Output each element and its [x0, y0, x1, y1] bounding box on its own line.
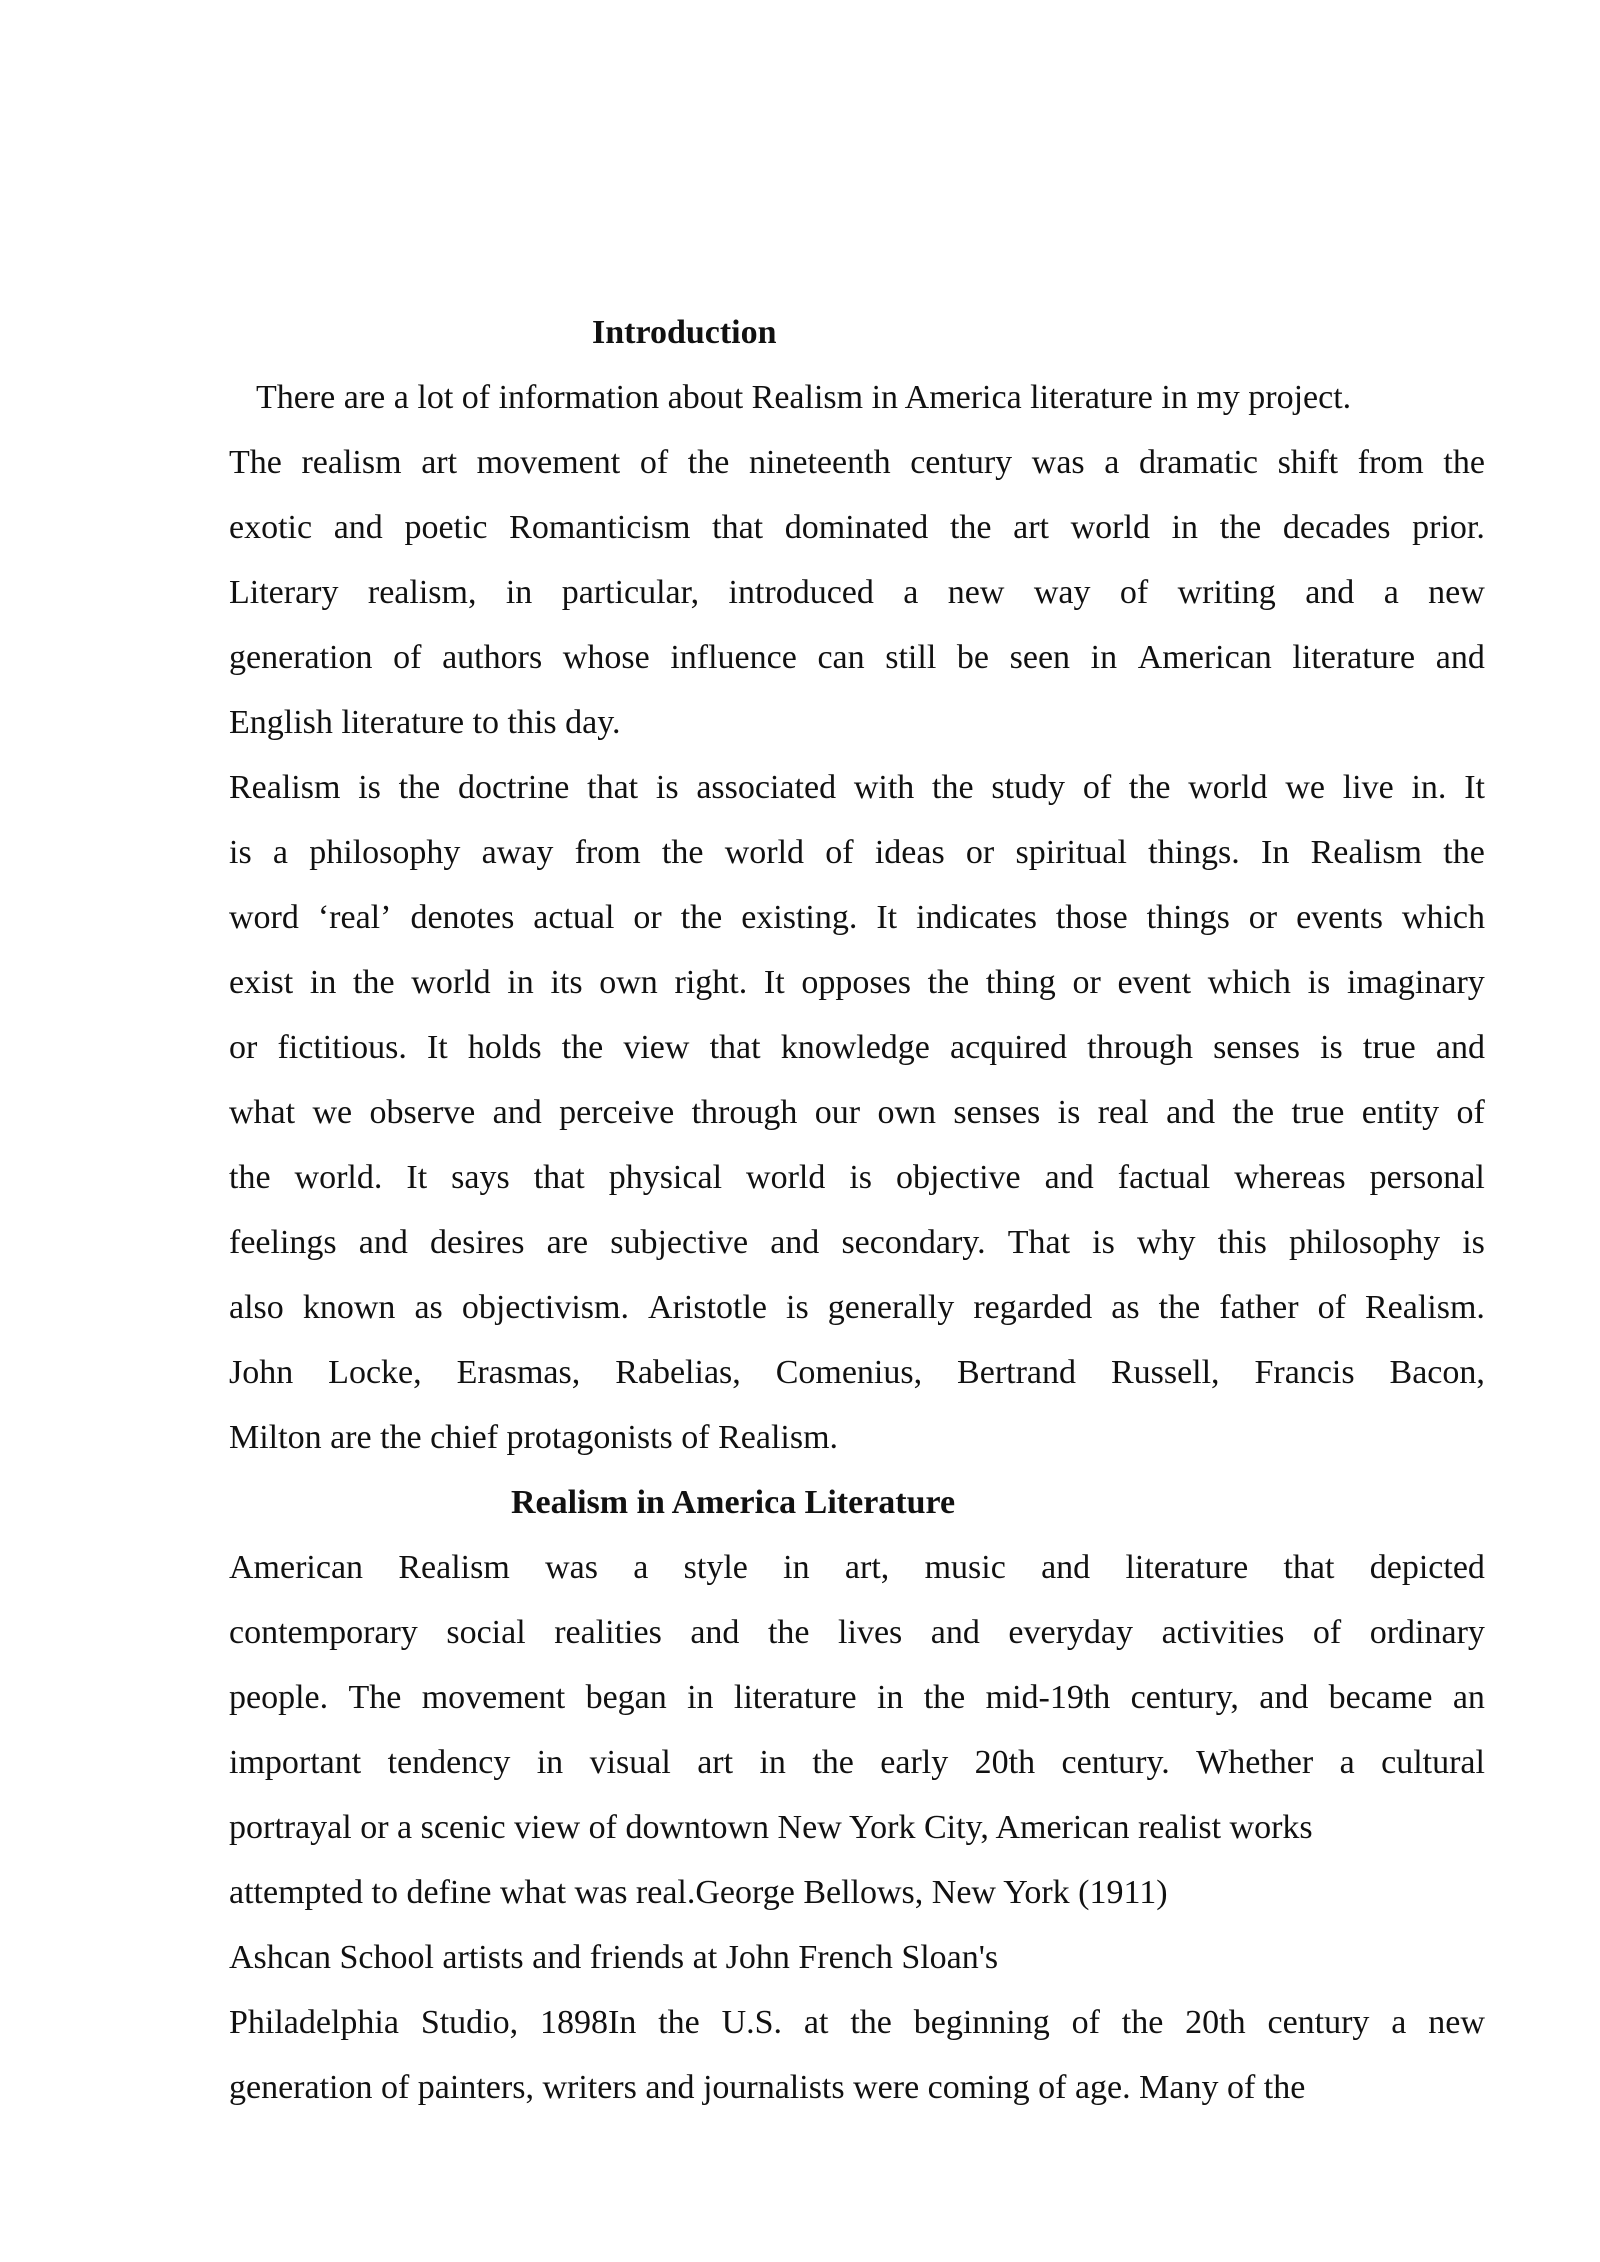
- word: the: [353, 964, 395, 1001]
- word: denotes: [410, 899, 515, 936]
- word: is: [1462, 1224, 1485, 1261]
- word: Bertrand: [957, 1354, 1076, 1391]
- word: and: [1435, 1029, 1485, 1066]
- word: or: [965, 834, 995, 871]
- text-line: [229, 430, 1485, 495]
- word: the: [1158, 1289, 1201, 1326]
- word: the: [661, 834, 704, 871]
- word: why: [1137, 1224, 1196, 1261]
- word: a: [1104, 444, 1120, 481]
- word: movement: [421, 1679, 566, 1716]
- text-line: [229, 1275, 1485, 1340]
- word: known: [302, 1289, 396, 1326]
- word: that: [1283, 1549, 1335, 1586]
- word: right.: [674, 964, 748, 1001]
- word: dramatic: [1139, 444, 1258, 481]
- word: existing.: [741, 899, 858, 936]
- word: away: [481, 834, 554, 871]
- text-line: Milton are the chief protagonists of Realism.: [229, 1419, 839, 1456]
- word: in: [505, 574, 533, 611]
- word: in: [1090, 639, 1118, 676]
- word: the: [923, 1679, 966, 1716]
- word: subjective: [610, 1224, 749, 1261]
- word: It: [426, 1029, 448, 1066]
- word: or: [1248, 899, 1278, 936]
- word: thing: [985, 964, 1056, 1001]
- word: real: [1097, 1094, 1149, 1131]
- text-line: [229, 1340, 1485, 1405]
- word: that: [533, 1159, 585, 1196]
- text-line: generation of painters, writers and journalists were coming of age. Many of the: [229, 2069, 1306, 2106]
- word: that: [587, 769, 639, 806]
- word: in: [309, 964, 337, 1001]
- word: That: [1007, 1224, 1071, 1261]
- word: can: [817, 639, 865, 676]
- word: is: [1307, 964, 1331, 1001]
- word: says: [451, 1159, 510, 1196]
- word: also: [229, 1289, 284, 1326]
- word: a: [1383, 574, 1399, 611]
- word: as: [1111, 1289, 1140, 1326]
- word: its: [550, 964, 583, 1001]
- word: and: [770, 1224, 820, 1261]
- word: and: [1041, 1549, 1091, 1586]
- word: influence: [670, 639, 797, 676]
- word: new: [947, 574, 1005, 611]
- word: doctrine: [457, 769, 570, 806]
- word: cultural: [1381, 1744, 1485, 1781]
- word: movement: [476, 444, 621, 481]
- text-line: [229, 1600, 1485, 1665]
- word: holds: [467, 1029, 542, 1066]
- word: ordinary: [1369, 1614, 1485, 1651]
- word: is: [358, 769, 381, 806]
- word: introduced: [728, 574, 874, 611]
- paragraph: [229, 365, 1485, 755]
- word: still: [885, 639, 937, 676]
- word: beginning: [913, 2004, 1050, 2041]
- word: particular,: [561, 574, 700, 611]
- text-line: [229, 820, 1485, 885]
- word: and: [492, 1094, 542, 1131]
- word: is: [655, 769, 679, 806]
- word: art,: [844, 1549, 890, 1586]
- word: the: [687, 444, 730, 481]
- word: Realism: [229, 769, 341, 806]
- word: the: [1443, 444, 1485, 481]
- word: world: [724, 834, 805, 871]
- word: perceive: [559, 1094, 675, 1131]
- word: realism,: [367, 574, 477, 611]
- word: of: [1119, 574, 1149, 611]
- word: acquired: [950, 1029, 1068, 1066]
- word: with: [853, 769, 915, 806]
- word: the: [561, 1029, 604, 1066]
- word: depicted: [1369, 1549, 1485, 1586]
- word: century,: [1130, 1679, 1239, 1716]
- word: U.S.: [721, 2004, 783, 2041]
- word: American: [229, 1549, 364, 1586]
- word: realities: [554, 1614, 662, 1651]
- word: world.: [294, 1159, 383, 1196]
- word: senses: [953, 1094, 1041, 1131]
- word: social: [446, 1614, 526, 1651]
- word: in: [759, 1744, 786, 1781]
- word: early: [880, 1744, 949, 1781]
- word: everyday: [1008, 1614, 1134, 1651]
- word: world: [1070, 509, 1150, 546]
- word: Realism.: [1364, 1289, 1485, 1326]
- word: the: [767, 1614, 810, 1651]
- text-line: portrayal or a scenic view of downtown New York City, American realist works: [229, 1809, 1313, 1846]
- word: began: [585, 1679, 667, 1716]
- word: spiritual: [1015, 834, 1127, 871]
- word: art: [697, 1744, 734, 1781]
- word: Realism: [398, 1549, 510, 1586]
- text-line: [229, 885, 1485, 950]
- word: way: [1033, 574, 1091, 611]
- word: is: [1320, 1029, 1343, 1066]
- text-line: There are a lot of information about Realism in America literature in my project.: [256, 379, 1352, 416]
- word: a: [633, 1549, 649, 1586]
- word: and: [690, 1614, 740, 1651]
- word: the: [932, 769, 974, 806]
- word: entity: [1361, 1094, 1440, 1131]
- word: objective: [896, 1159, 1021, 1196]
- word: study: [991, 769, 1066, 806]
- paragraph: [229, 1535, 1485, 2120]
- word: American: [1137, 639, 1272, 676]
- word: Aristotle: [648, 1289, 767, 1326]
- word: the: [229, 1159, 271, 1196]
- word: shift: [1277, 444, 1339, 481]
- word: was: [1031, 444, 1085, 481]
- text-line: [229, 1665, 1485, 1730]
- word: of: [1082, 769, 1112, 806]
- word: literature: [1125, 1549, 1249, 1586]
- word: the: [1219, 509, 1262, 546]
- word: that: [709, 1029, 761, 1066]
- word: be: [956, 639, 989, 676]
- word: Whether: [1196, 1744, 1314, 1781]
- word: exotic: [229, 509, 313, 546]
- word: opposes: [801, 964, 911, 1001]
- word: physical: [608, 1159, 723, 1196]
- section-heading-realism-in-america-literature: Realism in America Literature: [511, 1484, 956, 1521]
- word: nineteenth: [748, 444, 891, 481]
- word: became: [1328, 1679, 1433, 1716]
- word: knowledge: [780, 1029, 930, 1066]
- word: desires: [430, 1224, 525, 1261]
- word: art: [1013, 509, 1049, 546]
- word: things: [1146, 899, 1230, 936]
- word: authors: [442, 639, 543, 676]
- word: the: [398, 769, 441, 806]
- word: literature: [733, 1679, 857, 1716]
- word: through: [691, 1094, 798, 1131]
- word: world: [411, 964, 491, 1001]
- word: visual: [589, 1744, 671, 1781]
- word: and: [1166, 1094, 1216, 1131]
- word: ideas: [874, 834, 945, 871]
- word: fictitious.: [277, 1029, 407, 1066]
- word: poetic: [404, 509, 488, 546]
- word: generation: [229, 639, 373, 676]
- text-line: Ashcan School artists and friends at John French Sloan's: [229, 1939, 999, 1976]
- word: objectivism.: [461, 1289, 629, 1326]
- word: observe: [369, 1094, 476, 1131]
- word: world: [746, 1159, 826, 1196]
- word: a: [1339, 1744, 1355, 1781]
- word: of: [1312, 1614, 1342, 1651]
- word: literature: [1292, 639, 1416, 676]
- word: Russell,: [1110, 1354, 1220, 1391]
- word: whose: [562, 639, 650, 676]
- text-line: [229, 755, 1485, 820]
- word: in: [783, 1549, 810, 1586]
- word: prior.: [1412, 509, 1485, 546]
- word: In: [1261, 834, 1290, 871]
- word: which: [1401, 899, 1485, 936]
- word: of: [1317, 1289, 1346, 1326]
- word: dominated: [784, 509, 929, 546]
- word: and: [333, 509, 383, 546]
- text-line: [229, 1535, 1485, 1600]
- word: things.: [1148, 834, 1240, 871]
- text-line: [229, 495, 1485, 560]
- word: is: [1092, 1224, 1115, 1261]
- word: our: [814, 1094, 861, 1131]
- word: Studio,: [420, 2004, 519, 2041]
- word: what: [229, 1094, 296, 1131]
- word: of: [1071, 2004, 1100, 2041]
- word: generally: [827, 1289, 955, 1326]
- word: word: [229, 899, 299, 936]
- word: century.: [1061, 1744, 1170, 1781]
- paragraph: [229, 755, 1485, 1470]
- word: Literary: [229, 574, 339, 611]
- word: and: [930, 1614, 980, 1651]
- word: a: [903, 574, 919, 611]
- word: feelings: [229, 1224, 337, 1261]
- section-heading-introduction: Introduction: [592, 314, 777, 351]
- word: and: [1259, 1679, 1309, 1716]
- word: in.: [1411, 769, 1447, 806]
- word: in: [687, 1679, 714, 1716]
- word: 20th: [1185, 2004, 1246, 2041]
- text-line: [229, 560, 1485, 625]
- word: seen: [1009, 639, 1071, 676]
- word: secondary.: [841, 1224, 986, 1261]
- word: from: [1357, 444, 1424, 481]
- word: the: [658, 2004, 700, 2041]
- word: exist: [229, 964, 294, 1001]
- word: music: [924, 1549, 1006, 1586]
- word: Erasmas,: [456, 1354, 581, 1391]
- word: of: [639, 444, 669, 481]
- word: the: [850, 2004, 892, 2041]
- word: century: [910, 444, 1013, 481]
- word: the: [1128, 769, 1171, 806]
- word: the: [812, 1744, 854, 1781]
- word: writing: [1177, 574, 1276, 611]
- word: the: [680, 899, 723, 936]
- word: and: [358, 1224, 408, 1261]
- word: art: [421, 444, 458, 481]
- text-line: [229, 1990, 1485, 2055]
- word: that: [712, 509, 764, 546]
- word: It: [763, 964, 785, 1001]
- word: we: [1285, 769, 1325, 806]
- word: which: [1207, 964, 1291, 1001]
- word: of: [1456, 1094, 1485, 1131]
- word: decades: [1282, 509, 1391, 546]
- word: mid-19th: [985, 1679, 1111, 1716]
- word: philosophy: [309, 834, 461, 871]
- word: the: [949, 509, 992, 546]
- word: Bacon,: [1389, 1354, 1485, 1391]
- word: indicates: [916, 899, 1037, 936]
- text-line: [229, 1145, 1485, 1210]
- word: own: [877, 1094, 937, 1131]
- word: from: [574, 834, 641, 871]
- word: we: [312, 1094, 353, 1131]
- word: or: [1072, 964, 1101, 1001]
- word: a: [1391, 2004, 1407, 2041]
- word: is: [229, 834, 252, 871]
- word: or: [229, 1029, 258, 1066]
- word: It: [876, 899, 898, 936]
- word: world: [1188, 769, 1268, 806]
- word: true: [1362, 1029, 1416, 1066]
- word: realism: [301, 444, 402, 481]
- word: activities: [1161, 1614, 1285, 1651]
- word: 20th: [974, 1744, 1036, 1781]
- word: an: [1452, 1679, 1485, 1716]
- text-line: attempted to define what was real.George Bellows, New York (1911): [229, 1874, 1168, 1911]
- word: in: [507, 964, 534, 1001]
- word: and: [1044, 1159, 1094, 1196]
- word: events: [1296, 899, 1383, 936]
- word: and: [1435, 639, 1485, 676]
- word: own: [599, 964, 658, 1001]
- word: style: [683, 1549, 748, 1586]
- word: the: [1443, 834, 1485, 871]
- word: Realism: [1310, 834, 1423, 871]
- word: in: [876, 1679, 904, 1716]
- word: 1898In: [540, 2004, 637, 2041]
- text-line: [229, 950, 1485, 1015]
- word: as: [414, 1289, 443, 1326]
- word: is: [849, 1159, 873, 1196]
- word: associated: [696, 769, 837, 806]
- word: are: [546, 1224, 589, 1261]
- word: Francis: [1254, 1354, 1355, 1391]
- word: in: [536, 1744, 564, 1781]
- word: factual: [1117, 1159, 1211, 1196]
- text-line: English literature to this day.: [229, 704, 621, 741]
- word: John: [229, 1354, 294, 1391]
- text-line: [229, 1015, 1485, 1080]
- text-line: [229, 1210, 1485, 1275]
- word: at: [803, 2004, 829, 2041]
- word: century: [1267, 2004, 1370, 2041]
- text-line: [229, 625, 1485, 690]
- word: new: [1428, 574, 1485, 611]
- word: and: [1305, 574, 1355, 611]
- word: or: [633, 899, 662, 936]
- word: Rabelias,: [615, 1354, 741, 1391]
- word: new: [1428, 2004, 1485, 2041]
- word: true: [1291, 1094, 1345, 1131]
- word: those: [1055, 899, 1128, 936]
- word: whereas: [1234, 1159, 1346, 1196]
- word: The: [229, 444, 282, 481]
- word: It: [1464, 769, 1485, 806]
- word: is: [786, 1289, 809, 1326]
- word: Locke,: [328, 1354, 422, 1391]
- word: contemporary: [229, 1614, 418, 1651]
- word: a: [272, 834, 289, 871]
- word: the: [1232, 1094, 1275, 1131]
- word: ‘real’: [317, 899, 392, 936]
- word: imaginary: [1346, 964, 1485, 1001]
- word: actual: [533, 899, 615, 936]
- word: important: [229, 1744, 362, 1781]
- word: senses: [1213, 1029, 1300, 1066]
- word: regarded: [973, 1289, 1093, 1326]
- word: this: [1217, 1224, 1267, 1261]
- word: the: [1121, 2004, 1164, 2041]
- text-line: [229, 1080, 1485, 1145]
- word: lives: [838, 1614, 903, 1651]
- word: Philadelphia: [229, 2004, 399, 2041]
- word: Comenius,: [775, 1354, 923, 1391]
- text-line: [229, 1730, 1485, 1795]
- word: in: [1171, 509, 1199, 546]
- word: event: [1117, 964, 1192, 1001]
- word: father: [1219, 1289, 1299, 1326]
- word: tendency: [387, 1744, 511, 1781]
- word: of: [393, 639, 422, 676]
- word: philosophy: [1288, 1224, 1441, 1261]
- word: is: [1057, 1094, 1081, 1131]
- word: people.: [229, 1679, 329, 1716]
- word: The: [348, 1679, 402, 1716]
- word: was: [545, 1549, 598, 1586]
- word: Romanticism: [509, 509, 691, 546]
- word: It: [406, 1159, 428, 1196]
- word: of: [825, 834, 854, 871]
- document-page: [229, 300, 1485, 2120]
- word: the: [927, 964, 970, 1001]
- word: personal: [1369, 1159, 1485, 1196]
- word: through: [1087, 1029, 1193, 1066]
- word: live: [1342, 769, 1394, 806]
- word: view: [623, 1029, 690, 1066]
